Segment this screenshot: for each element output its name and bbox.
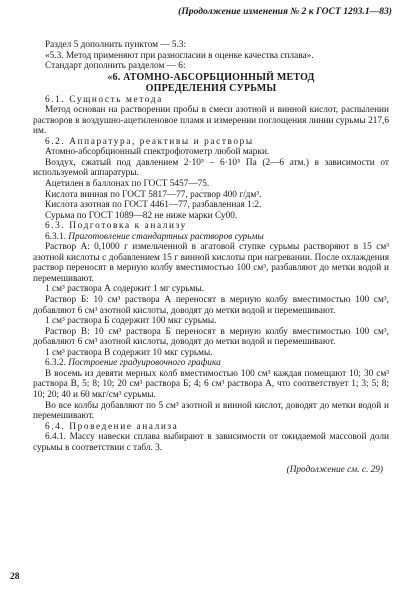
paragraph: Раствор Б: 10 см³ раствора А переносят в мерную колбу вместимостью 100 см³, добавляют 6 см³ азотной кислоты, доводят до метки водой и перемешивают. [33, 295, 389, 316]
paragraph: Воздух, сжатый под давлением 2·10⁵ – 6·10⁵ Па (2—6 атм.) в зависимости от используемой аппаратуры. [33, 157, 389, 179]
paragraph: Раствор В: 10 см³ раствора Б переносят в мерную колбу вместимостью 100 см³, добавляют 6 см³ азотной кислоты, доводят до метки водой и перемешивают. [33, 326, 389, 348]
paragraph: Ацетилен в баллонах по ГОСТ 5457—75. [45, 179, 210, 190]
paragraph: 1 см³ раствора Б содержит 100 мкг сурьмы. [45, 316, 217, 327]
document-body [33, 40, 389, 476]
paragraph: Во все колбы добавляют по 5 см³ азотной и винной кислот, доводят до метки водой и перемешивают. [33, 400, 389, 422]
section-title: ОПРЕДЕЛЕНИЯ СУРЬМЫ [145, 83, 277, 95]
subsection-heading: 6.1. Сущность метода [45, 94, 163, 105]
clause-title: Приготовление стандартных растворов сурьмы [68, 231, 264, 242]
subsection-heading: 6.2. Аппаратура, реактивы и растворы [45, 136, 254, 147]
paragraph: Кислота винная по ГОСТ 5817—77, раствор 400 г/дм³. [45, 189, 262, 200]
clause-number: 6.3.1. [45, 231, 66, 242]
paragraph: Раздел 5 дополнить пунктом — 5.3: [45, 40, 187, 50]
paragraph: «5.3. Метод применяют при разногласии в оценке качества сплава». [45, 50, 314, 61]
paragraph: Сурьма по ГОСТ 1089—82 не ниже марки Су00. [45, 210, 238, 221]
paragraph: 6.4.1. Массу навески сплава выбирают в зависимости от ожидаемой массовой доли сурьмы в соответствии с табл. 3. [33, 432, 389, 453]
paragraph: Стандарт дополнить разделом — 6: [45, 61, 186, 72]
paragraph: Раствор А: 0,1000 г измельченной в агатовой ступке сурьмы растворяют в 15 см³ азотной кислоты с добавлением 15 г винной кислоты при нагревании. После охлаждения раствор переносят в мерную колбу вместимостью 100 см³, разбавляют до метки водой и перемешивают. [33, 242, 389, 284]
subsection-heading: 6.4. Проведение анализа [45, 421, 179, 432]
section-title: «6. АТОМНО-АБСОРБЦИОННЫЙ МЕТОД [107, 71, 315, 83]
running-header: (Продолжение изменения № 2 к ГОСТ 1293.1—83) [178, 6, 392, 17]
clause-heading [33, 232, 389, 243]
clause-number: 6.3.2. [45, 358, 66, 369]
clause-title: Построение градуировочного графика [68, 358, 221, 369]
paragraph: 1 см³ раствора А содержит 1 мг сурьмы. [45, 284, 204, 295]
clause-heading [33, 358, 389, 369]
subsection-heading: 6.3. Подготовка к анализу [45, 221, 187, 232]
page-number: 28 [10, 571, 20, 582]
paragraph: Метод основан на растворении пробы в смеси азотной и винной кислот, распылении растворов в воздушно-ацетиленовое пламя и измерении поглощения линии сурьмы 217,6 нм. [33, 105, 389, 137]
paragraph: 1 см³ раствора В содержит 10 мкг сурьмы. [45, 347, 213, 358]
paragraph: Атомно-абсорбционный спектрофотометр любой марки. [45, 147, 270, 158]
continuation-note: (Продолжение см. с. 29) [286, 465, 383, 476]
paragraph: Кислота азотная по ГОСТ 4461—77, разбавленная 1:2. [45, 200, 262, 211]
paragraph: В восемь из девяти мерных колб вместимостью 100 см³ каждая помещают 10; 30 см³ раствора В, 5; 8; 10; 20 см³ раствора Б; 4; 6 см³ раствора А, что соответствует 1; 3; 5; 8; 10; 20; 40 и 60 мкг/см³ сурьмы. [33, 368, 389, 400]
